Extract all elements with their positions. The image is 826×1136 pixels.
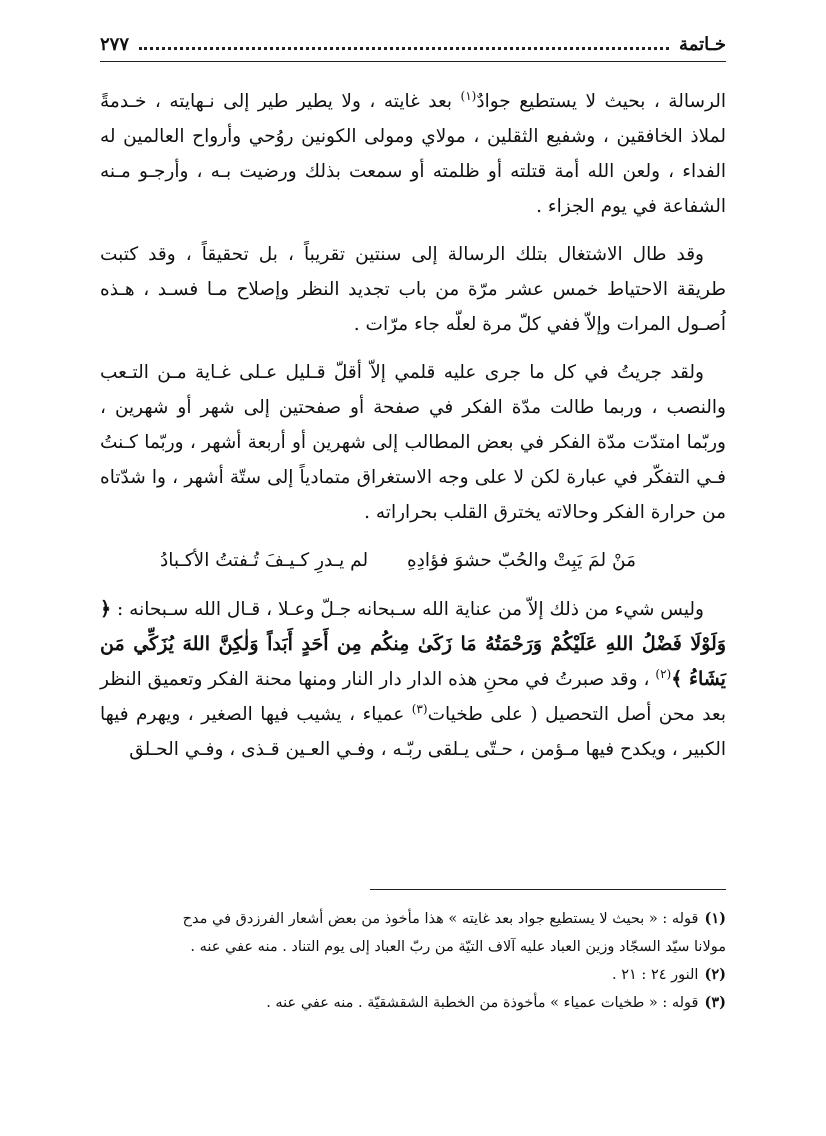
footnote-3-text: قوله : « طخيات عمياء » مأخوذة من الخطبة الشقشقيّة . منه عفي عنه . xyxy=(266,995,699,1011)
paragraph-2: وقد طال الاشتغال بتلك الرسالة إلى سنتين تقريباً ، بل تحقيقاً ، وقد كتبت طريقة الاحتياط خمس عشر مرّة من باب تجديد النظر وإصلاح مـا فسـد ، هـذه اُصـول المرات وإلاّ ففي كلّ مرة لعلّه جاء مرّات . xyxy=(100,244,726,335)
page-header xyxy=(100,31,726,57)
poem-verse xyxy=(100,543,726,578)
paragraph-1 xyxy=(100,84,726,224)
paragraph-1-end: بعد غايته ، ولا يطير طير إلى نـهايته ، خـدمةً لملاذ الخافقين ، وشفيع الثقلين ، مولاي ومولى الكونين روُحي وأرواح العالمين له الفداء ، ولعن الله أمة قتلته أو ظلمته أو سمعت بذلك ورضيت بـه ، وأرجـو مـنه الشفاعة في يوم الجزاء . xyxy=(100,91,726,217)
paragraph-3: ولقد جريتُ في كل ما جرى عليه قلمي إلاّ أقلّ قـليل عـلى غـاية مـن التـعب والنصب ، وربما طالت مدّة الفكر في صفحة أو صفحتين إلى شهر أو شهرين ، وربّما امتدّت مدّة الفكر في بعض المطالب إلى شهرين أو أربعة أشهر ، وربّما كـنتُ فـي التفكّر في عبارة لكن لا على وجه الاستغراق متمادياً إلى ستّة أشهر ، وا شدّتاه من حرارة الفكر وحالاته يخترق القلب بحراراته . xyxy=(100,362,726,523)
footnote-3-number: (٣) xyxy=(704,994,726,1011)
poem-hemistich-2: لم يـدرِ كـيـفَ تُـفتتُ الأكـبادُ xyxy=(160,550,369,571)
footnote-2-number: (٢) xyxy=(704,966,726,983)
page-number: ٢٧٧ xyxy=(100,33,130,55)
paragraph-4-end: عمياء ، يشيب فيها الصغير ، ويهرم فيها الكبير ، ويكدح فيها مـؤمن ، حـتّى يـلقى ربّـه ، وفـي العـين قـذى ، وفـي الحـلق xyxy=(100,704,726,760)
main-text xyxy=(100,84,726,780)
footnote-ref-1: (١) xyxy=(460,88,477,103)
footnote-2 xyxy=(100,961,726,989)
footnote-3 xyxy=(100,989,726,1017)
footnotes xyxy=(100,905,726,1017)
header-rule xyxy=(100,61,726,62)
footnote-1-continuation: مولانا سيّد السجّاد وزين العباد عليه آلاف التيّة من ربّ العباد إلى يوم التناد . منه عفي عنه . xyxy=(190,939,726,955)
poem-hemistich-1: مَنْ لمَ يَبِتْ والحُبّ حشوَ فؤادِهِ xyxy=(406,550,636,571)
running-title: خـاتمة xyxy=(679,33,726,55)
footnote-1-text: قوله : « بحيث لا يستطيع جواد بعد غايته » هذا مأخوذ من بعض أشعار الفرزدق في مدح xyxy=(182,911,699,927)
paragraph-4-mid: ، وقد صبرتُ في محنِ هذه الدار دار النار ومنها محنة الفكر وتعميق النظر بعد محن أصل التحصيل ( على طخيات xyxy=(100,669,726,725)
footnote-1 xyxy=(100,905,726,933)
paragraph-1-start: الرسالة ، بحيث لا يستطيع جوادٌ xyxy=(476,91,726,112)
quran-verse: ﴿ وَلَوْلَا فَضْلُ اللهِ عَلَيْكُمْ وَرَحْمَتُهُ مَا زَكَىٰ مِنكُم مِن أَحَدٍ أَبَداً وَلٰكِنَّ اللهَ يُزَكِّي مَن يَشَاءُ ﴾ xyxy=(100,598,727,690)
footnote-2-text: النور ٢٤ : ٢١ . xyxy=(612,967,699,983)
footnote-separator xyxy=(370,889,726,890)
paragraph-4-intro: وليس شيء من ذلك إلاّ من عناية الله سـبحانه جـلّ وعـلا ، قـال الله سـبحانه : xyxy=(117,599,704,620)
footnote-1-number: (١) xyxy=(704,910,726,927)
footnote-ref-3: (٣) xyxy=(411,701,428,716)
paragraph-4 xyxy=(100,592,726,767)
header-dot-leader xyxy=(139,39,669,50)
footnote-ref-2: (٢) xyxy=(655,666,672,681)
